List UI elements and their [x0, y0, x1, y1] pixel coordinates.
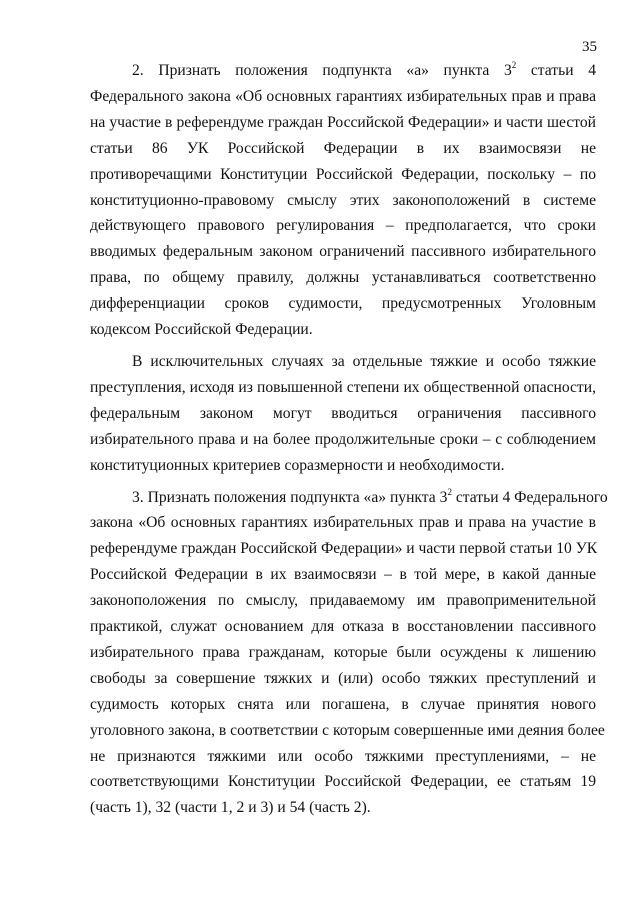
- text-line: конституционно-правовому смыслу этих законоположений в системе: [90, 191, 596, 209]
- text-line: (часть 1), 32 (части 1, 2 и 3) и 54 (часть 2).: [90, 799, 371, 817]
- text-line: конституционных критериев соразмерности и необходимости.: [90, 456, 505, 474]
- text-line: уголовного закона, в соответствии с которым совершенные ими деяния более: [90, 721, 605, 739]
- text-line: избирательного права и на более продолжительные сроки – с соблюдением: [90, 430, 596, 448]
- text-line: противоречащими Конституции Российской Федерации, поскольку – по: [90, 165, 596, 183]
- text-line: преступления, исходя из повышенной степени их общественной опасности,: [90, 378, 596, 396]
- text-line: вводимых федеральным законом ограничений пассивного избирательного: [90, 243, 596, 261]
- text-line: закона «Об основных гарантиях избирательных прав и права на участие в: [90, 514, 596, 532]
- text-line: законоположения по смыслу, придаваемому им правоприменительной: [90, 592, 596, 610]
- text-line: действующего правового регулирования – предполагается, что сроки: [90, 217, 596, 235]
- page-number: 35: [582, 39, 597, 55]
- text-line: кодексом Российской Федерации.: [90, 321, 313, 339]
- paragraph-3: [90, 485, 608, 822]
- text-line: статьи 86 УК Российской Федерации в их взаимосвязи не: [90, 139, 596, 157]
- text-line: права, по общему правилу, должны устанавливаться соответственно: [90, 269, 596, 287]
- text-line: В исключительных случаях за отдельные тяжкие и особо тяжкие: [132, 352, 596, 370]
- text-line: свободы за совершение тяжких и (или) особо тяжких преступлений и: [90, 669, 596, 687]
- text-line: федеральным законом могут вводиться ограничения пассивного: [90, 404, 596, 422]
- text-line: судимость которых снята или погашена, в случае принятия нового: [90, 695, 596, 713]
- text-line: практикой, служат основанием для отказа в восстановлении пассивного: [90, 618, 596, 636]
- text-line: избирательного права гражданам, которые были осуждены к лишению: [90, 643, 596, 661]
- text-line: Федерального закона «Об основных гарантиях избирательных прав и права: [90, 87, 596, 105]
- paragraph-exceptional-cases: [90, 349, 596, 479]
- text-line: референдуме граждан Российской Федерации» и части первой статьи 10 УК: [90, 540, 598, 558]
- text-line: Российской Федерации в их взаимосвязи – в той мере, в какой данные: [90, 566, 596, 584]
- document-body: [90, 58, 608, 821]
- text-line: на участие в референдуме граждан Российской Федерации» и части шестой: [90, 113, 596, 131]
- text-line: 3. Признать положения подпункта «а» пункта $3^2$ статьи 4 Федерального: [132, 486, 608, 506]
- text-line: дифференциации сроков судимости, предусмотренных Уголовным: [90, 295, 596, 313]
- superscript: 2: [447, 486, 452, 497]
- text-line: не признаются тяжкими или особо тяжкими преступлениями, – не: [90, 747, 596, 765]
- superscript: 2: [511, 60, 517, 70]
- text-line: 2. Признать положения подпункта «а» пункта $3^2$ статьи 4: [132, 60, 596, 79]
- paragraph-2: [90, 58, 596, 343]
- text-line: соответствующими Конституции Российской Федерации, ее статьям 19: [90, 773, 596, 791]
